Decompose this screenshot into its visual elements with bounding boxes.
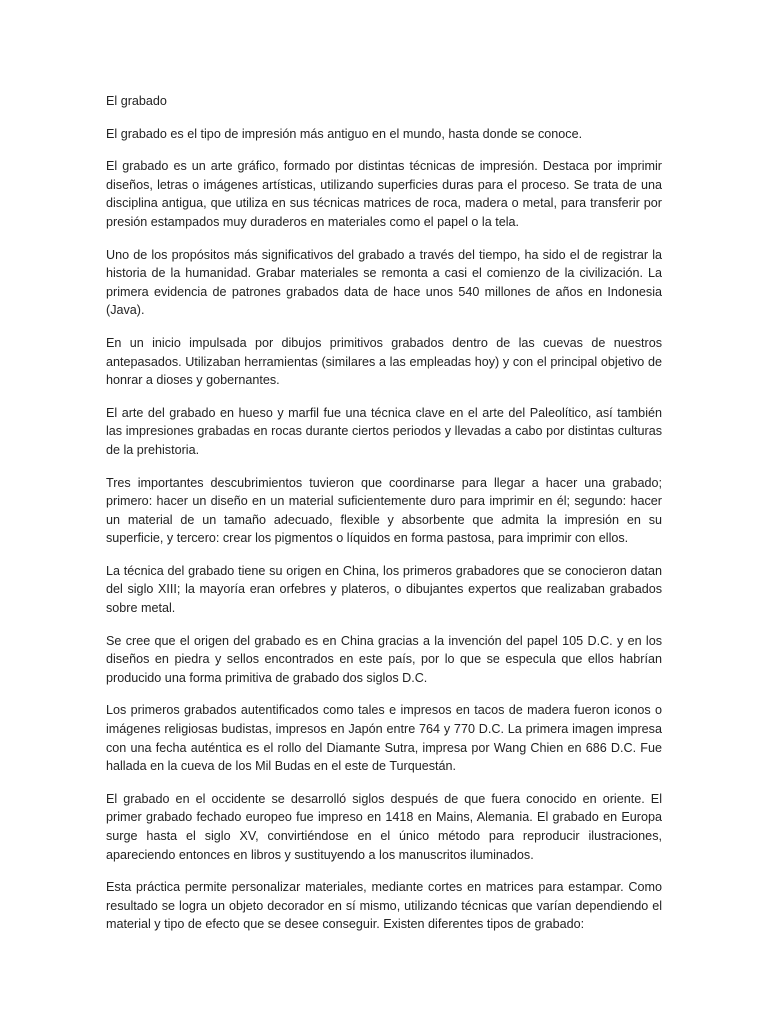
paragraph-paleolithic: El arte del grabado en hueso y marfil fue una técnica clave en el arte del Paleolítico, así también las impresiones grabadas en rocas durante ciertos periodos y llevadas a cabo por distintas culturas de la prehistoria. [106, 405, 662, 457]
paragraph-practice: Esta práctica permite personalizar materiales, mediante cortes en matrices para estampar. Como resultado se logra un objeto decorador en sí mismo, utilizando técnicas que varían dependiendo el material y tipo de efecto que se desee conseguir. Existen diferentes tipos de grabado: [106, 880, 662, 932]
paragraph-china-origin: La técnica del grabado tiene su origen en China, los primeros grabadores que se conocieron datan del siglo XIII; la mayoría eran orfebres y plateros, o dibujantes expertos que realizaban grabados sobre metal. [106, 563, 662, 616]
paragraph-first-prints: Los primeros grabados autentificados como tales e impresos en tacos de madera fueron iconos o imágenes religiosas budistas, impresos en Japón entre 764 y 770 D.C. La primera imagen impresa con una fecha auténtica es el rollo del Diamante Sutra, impresa por Wang Chien en 686 D.C. Fue hallada en la cueva de los Mil Budas en el este de Turquestán. [106, 703, 662, 774]
document-title: El grabado [106, 94, 167, 108]
document-page [106, 92, 662, 948]
paragraph-caves: En un inicio impulsada por dibujos primitivos grabados dentro de las cuevas de nuestros antepasados. Utilizaban herramientas (similares a las empleadas hoy) y con el principal objetivo de honrar a dioses y gobernantes. [106, 335, 662, 388]
paragraph-intro: El grabado es el tipo de impresión más antiguo en el mundo, hasta donde se conoce. [106, 126, 583, 141]
paragraph-definition: El grabado es un arte gráfico, formado por distintas técnicas de impresión. Destaca por imprimir diseños, letras o imágenes artísticas, utilizando superficies duras para el proceso. Se trata de una disciplina antigua, que utiliza en sus técnicas matrices de roca, madera o metal, para transferir por presión estampados muy duraderos en materiales como el papel o la tela. [106, 159, 662, 229]
paragraph-paper: Se cree que el origen del grabado es en China gracias a la invención del papel 105 D.C. y en los diseños en piedra y sellos encontrados en este país, por lo que se especula que ellos habrían producido una forma primitiva de grabado dos siglos D.C. [106, 633, 662, 685]
paragraph-discoveries: Tres importantes descubrimientos tuvieron que coordinarse para llegar a hacer una grabado; primero: hacer un diseño en un material suficientemente duro para imprimir en él; segundo: hacer un material de un tamaño adecuado, flexible y absorbente que admita la impresión en su superficie, y tercero: crear los pigmentos o líquidos en forma pastosa, para imprimir con ellos. [106, 475, 662, 546]
paragraph-europe: El grabado en el occidente se desarrolló siglos después de que fuera conocido en oriente. El primer grabado fechado europeo fue impreso en 1418 en Mains, Alemania. El grabado en Europa surge hasta el siglo XV, convirtiéndose en el único método para reproducir ilustraciones, apareciendo entonces en libros y sustituyendo a los manuscritos iluminados. [106, 791, 662, 862]
paragraph-purpose: Uno de los propósitos más significativos del grabado a través del tiempo, ha sido el de registrar la historia de la humanidad. Grabar materiales se remonta a casi el comienzo de la civilización. La primera evidencia de patrones grabados data de hace unos 540 millones de años en Indonesia (Java). [106, 247, 662, 318]
